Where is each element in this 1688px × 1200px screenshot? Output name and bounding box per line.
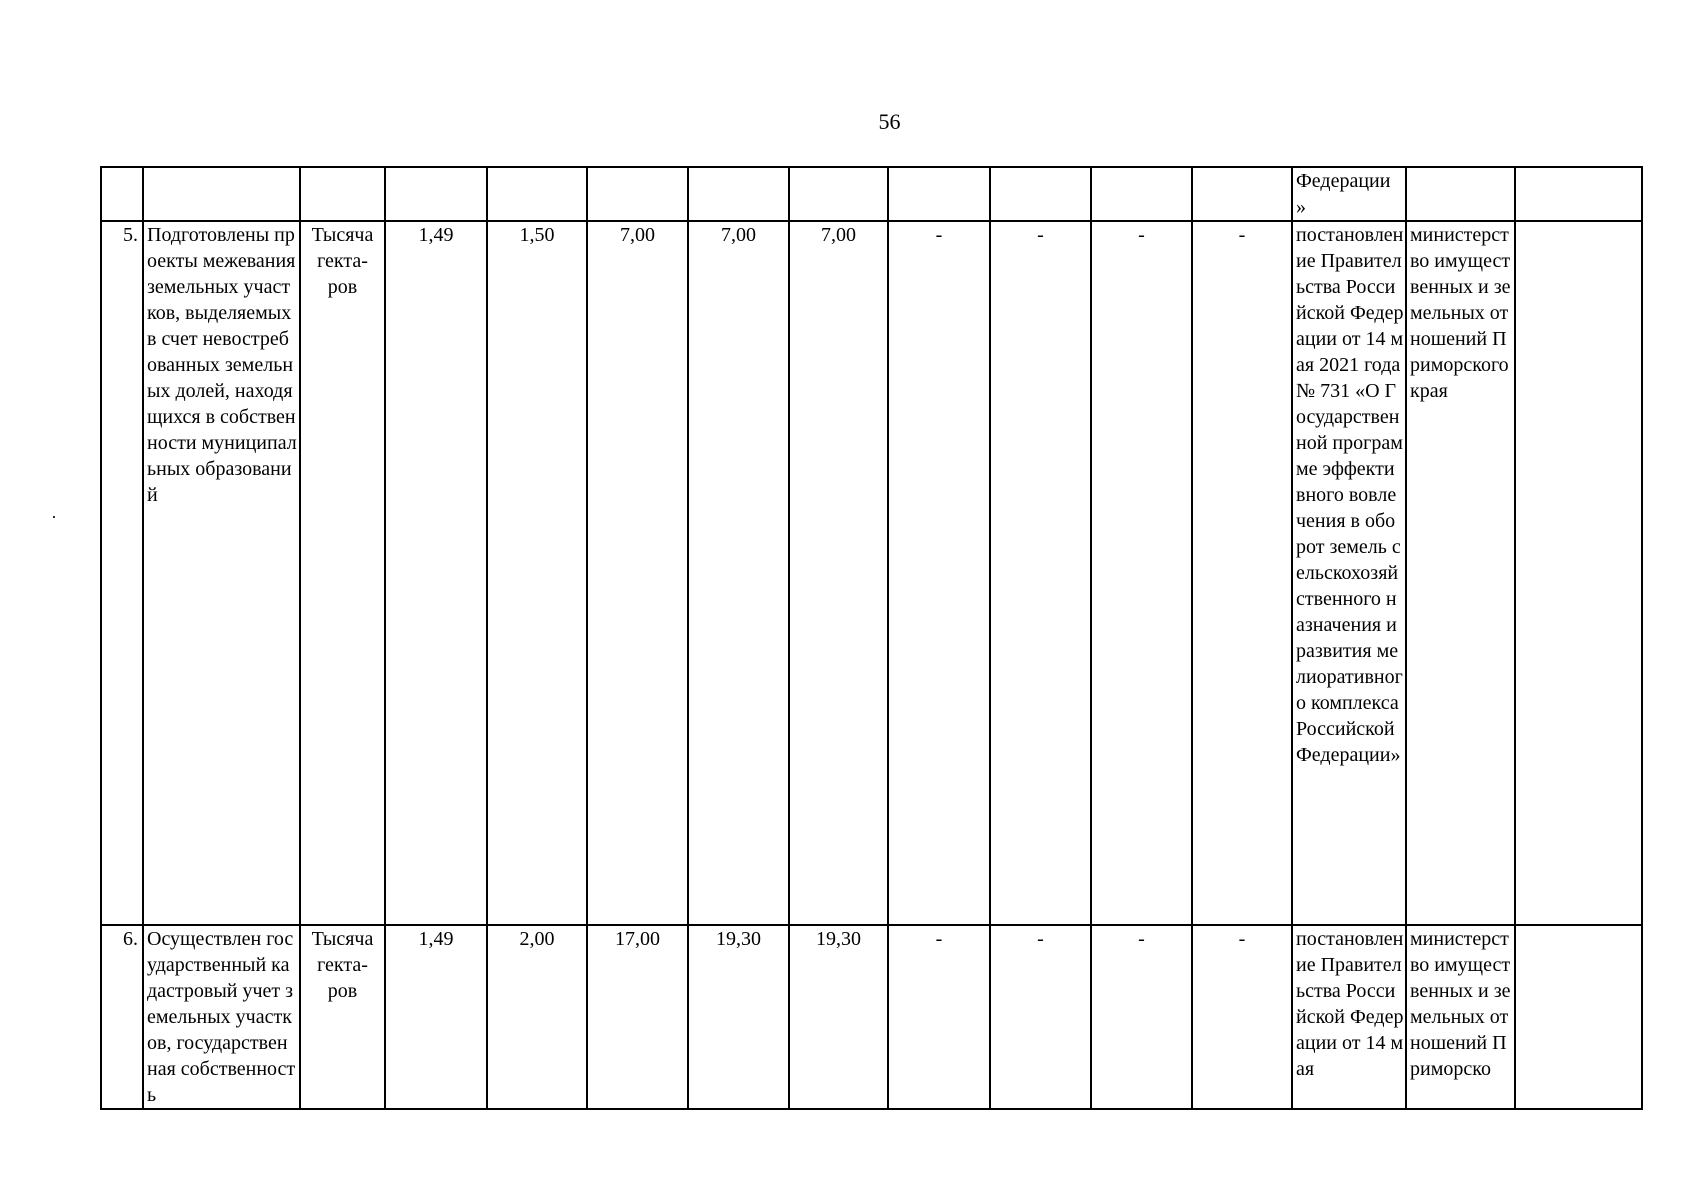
cell-value: -	[1091, 221, 1192, 925]
cell-value	[385, 167, 487, 221]
cell-name	[143, 167, 300, 221]
cell-value	[487, 167, 587, 221]
cell-responsible: министерство имущественных и земельных отношений Приморско	[1406, 925, 1515, 1109]
cell-value: 7,00	[789, 221, 888, 925]
scan-speck	[53, 516, 55, 518]
cell-value: -	[1192, 925, 1292, 1109]
cell-empty	[1515, 925, 1642, 1109]
cell-num: 6.	[101, 925, 143, 1109]
table-row-6	[101, 925, 1642, 1109]
cell-name: Подготовлены проекты межевания земельных участков, выделяемых в счет невостребованных земельных долей, находящихся в собственности муниципальных образований	[143, 221, 300, 925]
cell-value	[1091, 167, 1192, 221]
cell-value: -	[1091, 925, 1192, 1109]
cell-empty	[1515, 167, 1642, 221]
cell-value	[1192, 167, 1292, 221]
cell-value	[789, 167, 888, 221]
page-number: 56	[878, 109, 901, 134]
cell-responsible	[1406, 167, 1515, 221]
cell-value: 1,49	[385, 221, 487, 925]
cell-value: -	[990, 925, 1091, 1109]
cell-unit: Тысяча гекта- ров	[300, 221, 385, 925]
cell-num	[101, 167, 143, 221]
cell-value: 2,00	[487, 925, 587, 1109]
cell-value: 17,00	[587, 925, 688, 1109]
cell-value: -	[888, 221, 990, 925]
cell-value	[587, 167, 688, 221]
cell-unit: Тысяча гекта- ров	[300, 925, 385, 1109]
cell-value: -	[1192, 221, 1292, 925]
cell-legal-basis: Федерации »	[1292, 167, 1406, 221]
cell-value: 1,50	[487, 221, 587, 925]
cell-responsible: министерство имущественных и земельных отношений Приморского края	[1406, 221, 1515, 925]
table-row-continuation	[101, 167, 1642, 221]
cell-name: Осуществлен государственный кадастровый учет земельных участков, государственная собственность	[143, 925, 300, 1109]
cell-value: 19,30	[688, 925, 789, 1109]
cell-num: 5.	[101, 221, 143, 925]
cell-value: 1,49	[385, 925, 487, 1109]
cell-legal-basis: постановление Правительства Российской Федерации от 14 мая 2021 года № 731 «О Государственной программе эффективного вовлечения в оборот земель сельскохозяйственного назначения и развития мелиоративного комплекса Российской Федерации»	[1292, 221, 1406, 925]
cell-value	[688, 167, 789, 221]
cell-legal-basis: постановление Правительства Российской Федерации от 14 мая	[1292, 925, 1406, 1109]
table-row-5	[101, 221, 1642, 925]
cell-empty	[1515, 221, 1642, 925]
cell-value	[888, 167, 990, 221]
cell-value: 7,00	[688, 221, 789, 925]
cell-value: -	[990, 221, 1091, 925]
indicators-table	[100, 166, 1643, 1110]
cell-unit	[300, 167, 385, 221]
cell-value: -	[888, 925, 990, 1109]
cell-value	[990, 167, 1091, 221]
cell-value: 7,00	[587, 221, 688, 925]
cell-value: 19,30	[789, 925, 888, 1109]
